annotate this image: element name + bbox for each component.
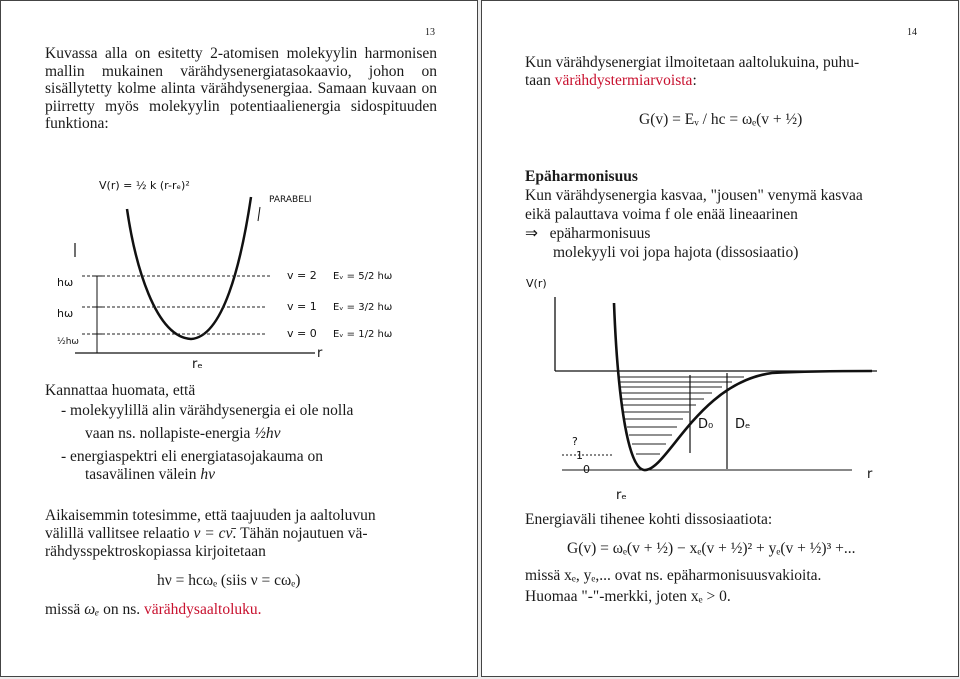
level-zero-label: 0 — [583, 463, 590, 476]
anh-line-1: Kun värähdysenergia kasvaa, "jousen" venymä kasvaa — [525, 187, 863, 204]
parabola-curve — [127, 197, 251, 339]
harmonic-potential-figure — [55, 169, 393, 372]
term-line2: taan värähdystermiarvoista: — [525, 72, 697, 89]
anh-arrow-line: ⇒ epäharmonisuus — [525, 225, 651, 242]
term-equation: G(v) = Eᵥ / hc = ωₑ(v + ½) — [639, 111, 803, 128]
page-number: 14 — [907, 27, 917, 38]
hw-label-upper: hω — [57, 276, 74, 289]
level-v1-label: v = 1 — [287, 300, 317, 313]
level-v2-label: v = 2 — [287, 269, 317, 282]
note-intro: Kannattaa huomata, että — [45, 382, 196, 399]
constants-line: missä xₑ, yₑ,... ovat ns. epäharmonisuusvakioita. — [525, 567, 822, 584]
vibrational-levels — [618, 377, 744, 454]
de-label: Dₑ — [735, 417, 751, 432]
re-label: rₑ — [192, 357, 203, 372]
last-line: missä ωₑ on ns. värähdysaaltoluku. — [45, 601, 262, 618]
hw-label-lower: hω — [57, 307, 74, 320]
zero-point-energy: ½hν — [254, 425, 281, 442]
note-bullet-1: - molekyylillä alin värähdysenergia ei ole nolla — [61, 402, 354, 419]
parabel-pointer — [258, 207, 260, 221]
potential-formula: V(r) = ½ k (r-rₑ)² — [99, 179, 190, 192]
level-v2-energy: Eᵥ = 5/2 hω — [333, 271, 393, 282]
sign-note-line: Huomaa "-"-merkki, joten xₑ > 0. — [525, 588, 731, 605]
relation-math: ν = cν̄ — [193, 525, 233, 542]
level-v1-energy: Eᵥ = 3/2 hω — [333, 302, 393, 313]
right-page — [481, 0, 959, 677]
term-line1: Kun värähdysenergiat ilmoitetaan aaltolukuina, puhu- — [525, 54, 860, 71]
level-spacing: hν — [200, 466, 215, 483]
anh-continuation: molekyyli voi jopa hajota (dissosiaatio) — [553, 244, 799, 261]
vr-label: V(r) — [526, 277, 547, 290]
wavenumber-equation: hν = hcωₑ (siis ν = cωₑ) — [157, 572, 301, 589]
morse-potential-figure — [522, 273, 902, 503]
page-number: 13 — [425, 27, 435, 38]
r-label: r — [317, 346, 323, 361]
anharmonic-expansion: G(v) = ωₑ(v + ½) − xₑ(v + ½)² + yₑ(v + ½)³ +... — [567, 540, 856, 557]
anharmonicity-heading: Epäharmonisuus — [525, 168, 638, 185]
para2-line1: Aikaisemmin totesimme, että taajuuden ja aaltoluvun — [45, 507, 376, 524]
note-bullet-1b: vaan ns. nollapiste-energia ½hν — [85, 425, 281, 442]
parabel-label: PARABELI — [269, 195, 312, 205]
term-values-term: värähdystermiarvoista — [554, 72, 693, 89]
note-bullet-2: - energiaspektri eli energiatasojakauma on — [61, 448, 323, 465]
para2-line2: välillä vallitsee relaatio ν = cν̄. Tähän nojautuen vä- — [45, 525, 368, 542]
vibration-wavenumber-term: värähdysaaltoluku. — [144, 601, 262, 618]
r-label: r — [867, 467, 873, 482]
para2-line3: rähdysspektroskopiassa kirjoitetaan — [45, 543, 266, 560]
level-v0-energy: Eᵥ = 1/2 hω — [333, 329, 393, 340]
implies-arrow: ⇒ — [525, 225, 538, 242]
intro-paragraph: Kuvassa alla on esitetty 2-atomisen molekyylin harmonisen mallin mukainen värähdysenergiatasokaavio, johon on sisällytetty kolme alinta värähdysenergiaa. Samaan kuvaan on piirretty myös molekyylin potentiaalienergia sidospituuden funktiona: — [45, 45, 437, 133]
level-v0-label: v = 0 — [287, 327, 317, 340]
left-page — [0, 0, 478, 677]
half-hw-label: ½hω — [57, 337, 79, 347]
note-bullet-2b: tasavälinen välein hν — [85, 466, 215, 483]
d0-label: D₀ — [698, 417, 714, 432]
level-one-label: 1 — [576, 449, 583, 462]
spacing-text: Energiaväli tihenee kohti dissosiaatiota: — [525, 511, 773, 528]
question-mark: ? — [572, 435, 578, 448]
anh-line-2: eikä palauttava voima f ole enää lineaarinen — [525, 206, 798, 223]
re-label: rₑ — [616, 488, 627, 503]
